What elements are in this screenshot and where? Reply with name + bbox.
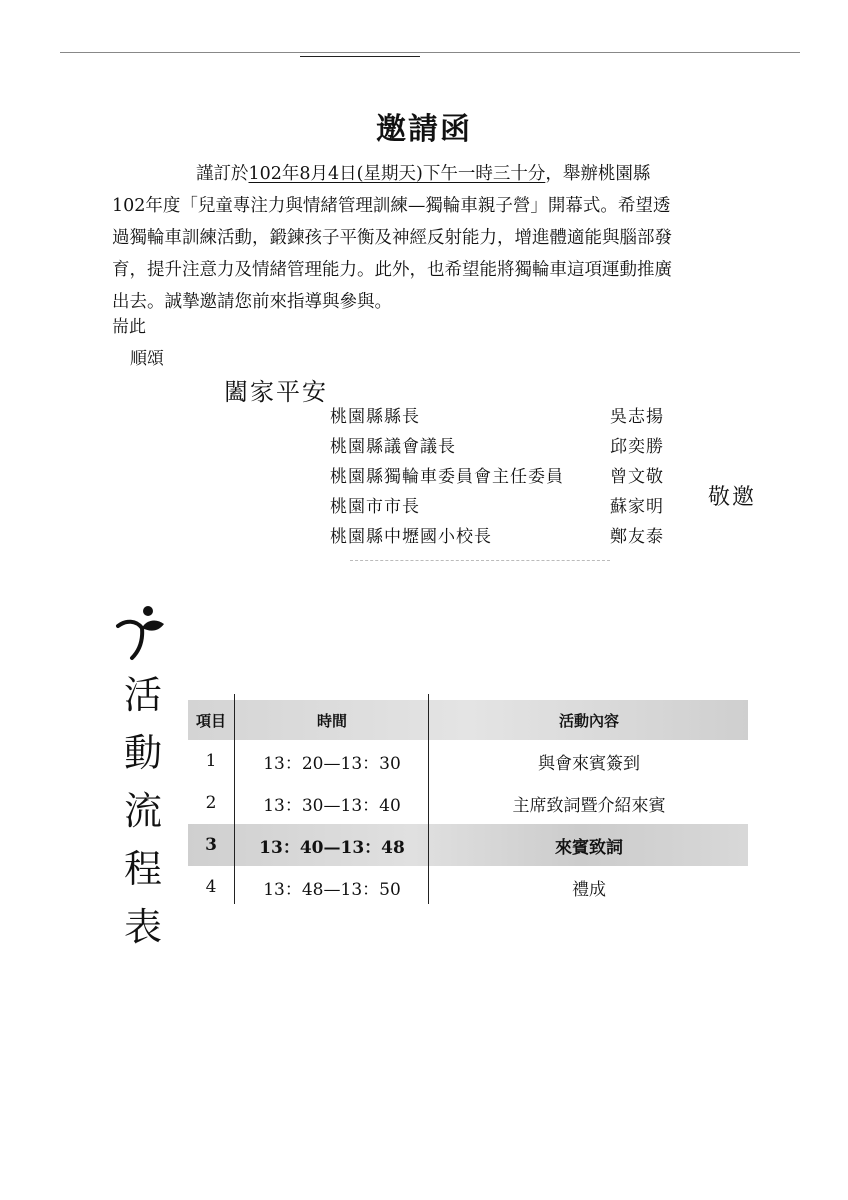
signer-title: 桃園縣獨輪車委員會主任委員 xyxy=(330,467,564,487)
table-row xyxy=(188,824,748,866)
body-line-3: 過獨輪車訓練活動，鍛鍊孩子平衡及神經反射能力，增進體適能與腦部發 xyxy=(112,228,672,248)
signer-title: 桃園縣議會議長 xyxy=(330,437,456,457)
event-datetime: 102年8月4日(星期天)下午一時三十分 xyxy=(248,164,546,184)
signer-name: 蘇家明 xyxy=(610,497,664,517)
document-title: 邀請函 xyxy=(376,112,472,147)
closing-line-2: 順頌 xyxy=(130,349,164,369)
scan-artifact-line xyxy=(350,560,610,561)
body-line-2: 102年度「兒童專注力與情緒管理訓練—獨輪車親子營」開幕式。希望透 xyxy=(112,196,671,216)
top-scan-mark xyxy=(300,56,420,57)
body-line-1-suffix: ，舉辦桃園縣 xyxy=(545,164,651,184)
body-line-4: 育，提升注意力及情緒管理能力。此外，也希望能將獨輪車這項運動推廣 xyxy=(112,260,672,280)
respect-closing: 敬邀 xyxy=(708,485,757,510)
signer-title: 桃園市市長 xyxy=(330,497,420,517)
body-line-5: 出去。誠摯邀請您前來指導與參與。 xyxy=(112,292,392,312)
table-row xyxy=(188,740,748,782)
table-divider xyxy=(234,694,235,904)
schedule-title-char: 程 xyxy=(123,847,162,891)
schedule-title-char: 表 xyxy=(123,905,162,949)
signer-title: 桃園縣中壢國小校長 xyxy=(330,527,492,547)
signer-title: 桃園縣縣長 xyxy=(330,407,420,427)
header-time: 時間 xyxy=(316,711,347,730)
body-line-1 xyxy=(112,158,762,190)
signer-name: 邱奕勝 xyxy=(610,437,664,457)
signer-name: 吳志揚 xyxy=(610,407,664,427)
body-line-1-prefix: 謹訂於 xyxy=(196,164,249,184)
row-time: 13：30—13：40 xyxy=(263,795,401,816)
row-time: 13：20—13：30 xyxy=(263,753,401,774)
row-time: 13：48—13：50 xyxy=(263,879,401,900)
signer-name: 鄭友泰 xyxy=(610,527,664,547)
schedule-table xyxy=(188,700,748,908)
top-scan-line xyxy=(60,52,800,53)
row-content: 禮成 xyxy=(572,879,606,900)
row-number: 4 xyxy=(205,877,217,897)
table-divider xyxy=(428,694,429,904)
schedule-title-char: 活 xyxy=(123,673,162,717)
invitation-body xyxy=(112,158,762,318)
row-time: 13：40—13：48 xyxy=(259,837,405,858)
table-row xyxy=(188,782,748,824)
signer-name: 曾文敬 xyxy=(610,467,664,487)
row-number: 2 xyxy=(205,793,217,813)
schedule-header-row xyxy=(188,700,748,740)
row-number: 1 xyxy=(205,751,217,771)
schedule-title-char: 流 xyxy=(123,789,162,833)
schedule-vertical-title xyxy=(118,666,168,956)
header-content: 活動內容 xyxy=(558,711,619,730)
row-content: 來賓致詞 xyxy=(555,837,623,858)
sprout-icon xyxy=(112,602,172,662)
row-content: 與會來賓簽到 xyxy=(538,753,640,774)
header-item: 項目 xyxy=(195,711,226,730)
closing-wish: 闔家平安 xyxy=(224,378,328,406)
row-content: 主席致詞暨介紹來賓 xyxy=(512,795,666,816)
row-number: 3 xyxy=(205,835,217,855)
closing-line-1: 耑此 xyxy=(112,317,146,337)
schedule-title-char: 動 xyxy=(123,731,162,775)
table-row xyxy=(188,866,748,908)
